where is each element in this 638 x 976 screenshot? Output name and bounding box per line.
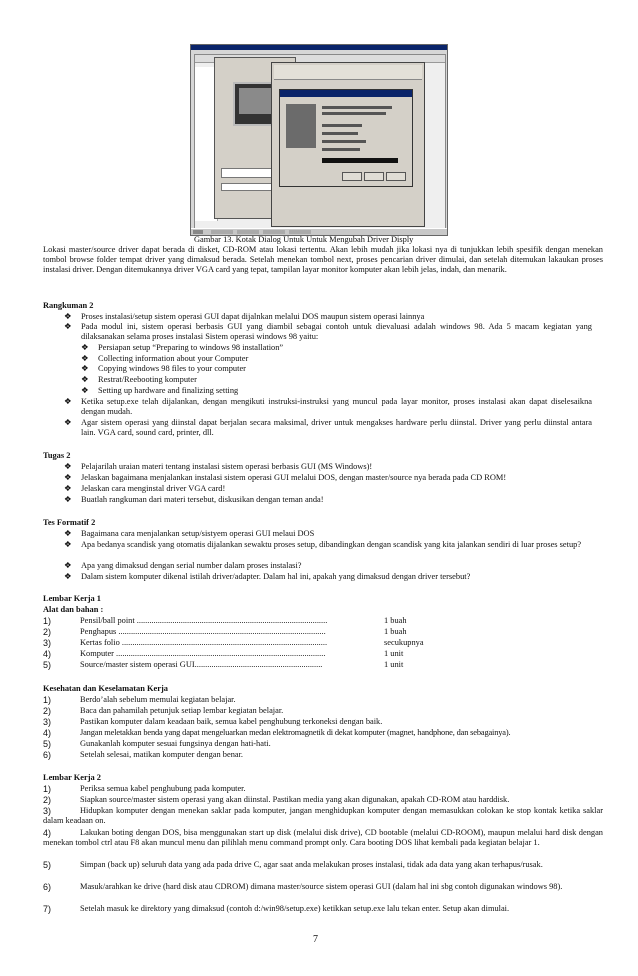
- wizard-option: [322, 140, 366, 143]
- item-number: 5): [43, 739, 52, 749]
- tool-name: Penghapus ...................................................................................................: [80, 627, 326, 636]
- wizard-text: [322, 106, 392, 109]
- step-item: Hidupkan komputer dengan menekan saklar pada komputer, jangan menghidupkan komputer dengan memasukkan colokan ke stop kontak ketika saklar dalam keadaan on.: [43, 806, 603, 826]
- item-number: 4): [43, 649, 52, 659]
- sub-bullet-item: ❖ Persiapan setup “Preparing to windows 98 installation”: [81, 343, 284, 352]
- section-title: Lembar Kerja 2: [43, 773, 101, 782]
- taskbar: [191, 228, 447, 235]
- wizard-option: [322, 132, 358, 135]
- section-title: Tugas 2: [43, 451, 71, 460]
- item-number: 4): [43, 728, 52, 738]
- bullet-icon: ❖: [81, 354, 89, 363]
- taskbar-item: [237, 230, 259, 234]
- item-number: 3): [43, 638, 52, 648]
- wizard-image: [286, 104, 316, 148]
- bullet-icon: ❖: [81, 375, 89, 384]
- item-number: 6): [43, 882, 52, 892]
- bullet-icon: ❖: [64, 495, 72, 504]
- item-number: 5): [43, 860, 52, 870]
- taskbar-item: [211, 230, 233, 234]
- section-title: Tes Formatif 2: [43, 518, 96, 527]
- bullet-icon: ❖: [64, 312, 72, 321]
- step-item: Siapkan source/master sistem operasi yang akan diinstal. Pastikan media yang akan digunakan, apakah CD-ROM atau harddisk.: [80, 795, 510, 804]
- step-item: Periksa semua kabel penghubung pada komputer.: [80, 784, 246, 793]
- bullet-icon: ❖: [81, 364, 89, 373]
- bullet-icon: ❖: [64, 572, 72, 581]
- window-titlebar: [191, 45, 447, 50]
- item-number: 4): [43, 828, 52, 838]
- tool-quantity: 1 buah: [384, 616, 407, 625]
- bullet-item: ❖ Bagaimana cara menjalankan setup/sistyem operasi GUI melaui DOS: [64, 529, 315, 538]
- bullet-icon: ❖: [64, 529, 72, 538]
- tool-quantity: 1 buah: [384, 627, 407, 636]
- bullet-icon: ❖: [64, 418, 72, 427]
- section-title: Rangkuman 2: [43, 301, 94, 310]
- bullet-item: ❖ Jelaskan cara menginstal driver VGA card!: [64, 484, 226, 493]
- wizard-back-button: [342, 172, 362, 181]
- bullet-icon: ❖: [64, 397, 72, 406]
- bullet-item: ❖ Agar sistem operasi yang diinstal dapat berjalan secara maksimal, driver untuk mengakses hardware perlu diinstal. Driver yang perlu diinstal antara lain. VGA card, sound card, printer, dll.: [64, 418, 592, 438]
- bullet-item: ❖ Proses instalasi/setup sistem operasi GUI dapat dijalnkan melalui DOS maupun sistem operasi lainnya: [64, 312, 425, 321]
- tool-name: Komputer ....................................................................................................: [80, 649, 326, 658]
- tool-quantity: secukupnya: [384, 638, 424, 647]
- tool-name: Kertas folio ..................................................................................................: [80, 638, 328, 647]
- update-driver-wizard-dialog: [279, 89, 413, 187]
- page-number: 7: [313, 934, 318, 945]
- item-number: 5): [43, 660, 52, 670]
- wizard-location-input: [322, 158, 398, 163]
- sub-bullet-item: ❖ Copying windows 98 files to your computer: [81, 364, 246, 373]
- safety-item: Setelah selesai, matikan komputer dengan benar.: [80, 750, 244, 759]
- step-item: Simpan (back up) seluruh data yang ada pada drive C, agar saat anda melakukan proses instalasi, tidak ada data yang akan terhapus/rusak.: [80, 860, 543, 869]
- bullet-icon: ❖: [81, 343, 89, 352]
- sub-bullet-item: ❖ Restrat/Reebooting komputer: [81, 375, 197, 384]
- safety-item: Baca dan pahamilah petunjuk setiap lembar kegiatan belajar.: [80, 706, 284, 715]
- taskbar-item: [263, 230, 285, 234]
- item-number: 7): [43, 904, 52, 914]
- item-number: 3): [43, 717, 52, 727]
- bullet-item: ❖ Ketika setup.exe telah dijalankan, dengan mengikuti instruksi-instruksi yang muncul pada layar monitor, proses instalasi akan dapat diselesaikna dengan mudah.: [64, 397, 592, 417]
- bullet-icon: ❖: [64, 322, 72, 331]
- sub-bullet-item: ❖ Collecting information about your Computer: [81, 354, 249, 363]
- wizard-titlebar: [280, 90, 412, 97]
- tool-name: Source/master sistem operasi GUI.............................................................: [80, 660, 323, 669]
- figure-screenshot: [190, 44, 448, 236]
- safety-item: Jangan meletakkan benda yang dapat mengeluarkan medan elektromagnetik di dekat komputer (magnet, handphone, dan sebagainya).: [80, 728, 511, 737]
- intro-paragraph: Lokasi master/source driver dapat berada di disket, CD-ROM atau lokasi tertentu. Akan lebih mudah jika lokasi nya di tunjukkan lebih spesifik dengan menekan tombol browse folder tempat driver yang dimaksud berada. Setelah menekan tombol next, proses pencarian driver dimulai, dan setelah ditemukan lakaukan proses instalasi driver. Dengan ditemukannya driver VGA card yang tepat, tampilan layar monitor komputer akan lebih jelas, indah, dan menarik.: [43, 245, 603, 275]
- tool-name: Pensil/ball point ...........................................................................................: [80, 616, 328, 625]
- tool-quantity: 1 unit: [384, 660, 404, 669]
- item-number: 1): [43, 695, 52, 705]
- item-number: 1): [43, 616, 52, 626]
- bullet-icon: ❖: [64, 561, 72, 570]
- bullet-icon: ❖: [64, 473, 72, 482]
- item-number: 2): [43, 706, 52, 716]
- figure-caption: Gambar 13. Kotak Dialog Untuk Untuk Mengubah Driver Disply: [194, 235, 414, 244]
- section-title: Lembar Kerja 1: [43, 594, 101, 603]
- dialog-tabs: [274, 65, 422, 80]
- subsection-title: Alat dan bahan :: [43, 605, 104, 614]
- bullet-icon: ❖: [81, 386, 89, 395]
- wizard-next-button: [364, 172, 384, 181]
- safety-item: Berdo’alah sebelum memulai kegiatan belajar.: [80, 695, 236, 704]
- tool-quantity: 1 unit: [384, 649, 404, 658]
- item-number: 2): [43, 795, 52, 805]
- item-number: 2): [43, 627, 52, 637]
- bullet-item: ❖ Pelajarilah uraian materi tentang instalasi sistem operasi berbasis GUI (MS Windows)!: [64, 462, 373, 471]
- section-title: Kesehatan dan Keselamatan Kerja: [43, 684, 168, 693]
- item-number: 6): [43, 750, 52, 760]
- bullet-icon: ❖: [64, 484, 72, 493]
- safety-item: Gunakanlah komputer sesuai fungsinya dengan hati-hati.: [80, 739, 271, 748]
- bullet-item: ❖ Apa yang dimaksud dengan serial number dalam proses instalasi?: [64, 561, 302, 570]
- item-number: 3): [43, 806, 52, 816]
- start-button: [193, 230, 203, 234]
- bullet-icon: ❖: [64, 462, 72, 471]
- step-item: Masuk/arahkan ke drive (hard disk atau CDROM) dimana master/source sistem operasi GUI (dalam hal ini sbg contoh digunakan windows 98).: [80, 882, 563, 891]
- step-item: Setelah masuk ke direktory yang dimaksud (contoh d:/win98/setup.exe) ketikkan setup.exe lalu tekan enter. Setup akan dimulai.: [80, 904, 510, 913]
- wizard-option: [322, 148, 360, 151]
- wizard-option: [322, 124, 362, 127]
- taskbar-item: [289, 230, 311, 234]
- wizard-text: [322, 112, 386, 115]
- bullet-item: ❖ Pada modul ini, sistem operasi berbasis GUI yang diambil sebagai contoh untuk dievaluasi adalah windows 98. Ada 5 macam kegiatan yang dilaksanakan selama proses instalasi Sistem operasi windows 98 yaitu:: [64, 322, 592, 342]
- bullet-item: ❖ Jelaskan bagaimana menjalankan instalasi sistem operasi GUI melalui DOS, dengan master/source nya berada pada CD ROM!: [64, 473, 507, 482]
- bullet-item: ❖ Apa bedanya scandisk yang otomatis dijalankan sewaktu proses setup, dibandingkan dengan scandisk yang kita jalankan sendiri di luar proses setup?: [64, 540, 582, 549]
- sub-bullet-item: ❖ Setting up hardware and finalizing setting: [81, 386, 239, 395]
- item-number: 1): [43, 784, 52, 794]
- bullet-item: ❖ Buatlah rangkuman dari materi tersebut, diskusikan dengan teman anda!: [64, 495, 324, 504]
- bullet-icon: ❖: [64, 540, 72, 549]
- safety-item: Pastikan komputer dalam keadaan baik, semua kabel penghubung terkoneksi dengan baik.: [80, 717, 383, 726]
- bullet-item: ❖ Dalam sistem komputer dikenal istilah driver/adapter. Dalam hal ini, apakah yang dimaksud dengan driver tersebut?: [64, 572, 471, 581]
- wizard-cancel-button: [386, 172, 406, 181]
- step-item: Lakukan boting dengan DOS, bisa menggunakan start up disk (melalui disk drive), CD bootable (melalui CD-ROOM), maupun melalui hard disk dengan menekan tombol ctrl atau F8 akan muncul menu dan pilihlah menu command prompt only. Cara booting DOS lihat kembali pada kegiatan belajar 1.: [43, 828, 603, 848]
